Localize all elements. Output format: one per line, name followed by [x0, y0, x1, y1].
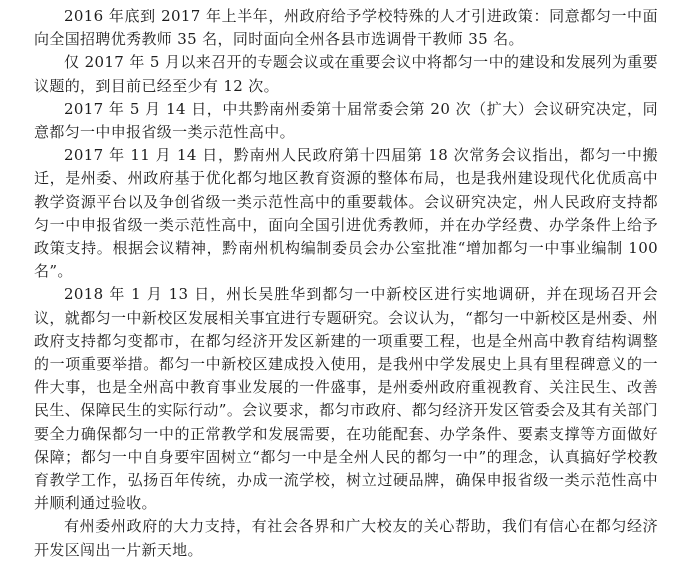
- paragraph-conclusion: 有州委州政府的大力支持，有社会各界和广大校友的关心帮助，我们有信心在都匀经济开发区闯出一片新天地。: [34, 517, 658, 559]
- article-body: [34, 5, 658, 562]
- paragraph-governor-inspection: 2018 年 1 月 13 日，州长吴胜华到都匀一中新校区进行实地调研，并在现场召开会议，就都匀一中新校区发展相关事宜进行专题研究。会议认为，“都匀一中新校区是州委、州政府支持都匀变都市，在都匀经济开发区新建的一项重要工程，也是全州高中教育结构调整的一项重要举措。都匀一中新校区建成投入使用，是我州中学发展史上具有里程碑意义的一件大事，也是全州高中教育事业发展的一件盛事，是州委州政府重视教育、关注民生、改善民生、保障民生的实际行动”。会议要求，都匀市政府、都匀经济开发区管委会及其有关部门要全力确保都匀一中的正常教学和发展需要，在功能配套、办学条件、要素支撑等方面做好保障；都匀一中自身要牢固树立“都匀一中是全州人民的都匀一中”的理念，认真搞好学校教育教学工作，弘扬百年传统，办成一流学校，树立过硬品牌，确保申报省级一类示范性高中并顺利通过验收。: [34, 285, 658, 513]
- paragraph-party-committee-decision: 2017 年 5 月 14 日，中共黔南州委第十届常委会第 20 次（扩大）会议研究决定，同意都匀一中申报省级一类示范性高中。: [34, 99, 658, 142]
- paragraph-meetings-count: 仅 2017 年 5 月以来召开的专题会议或在重要会议中将都匀一中的建设和发展列为重要议题的，到目前已经至少有 12 次。: [34, 53, 658, 95]
- paragraph-talent-policy: 2016 年底到 2017 年上半年，州政府给予学校特殊的人才引进政策：同意都匀一中面向全国招聘优秀教师 35 名，同时面向全州各县市选调骨干教师 35 名。: [34, 7, 658, 49]
- paragraph-government-meeting: 2017 年 11 月 14 日，黔南州人民政府第十四届第 18 次常务会议指出，都匀一中搬迁，是州委、州政府基于优化都匀地区教育资源的整体布局，也是我州建设现代化优质高中教学资源平台以及争创省级一类示范性高中的重要载体。会议研究决定，州人民政府支持都匀一中申报省级一类示范性高中，面向全国引进优秀教师，并在办学经费、办学条件上给予政策支持。根据会议精神，黔南州机构编制委员会办公室批准“增加都匀一中事业编制 100 名”。: [34, 146, 658, 281]
